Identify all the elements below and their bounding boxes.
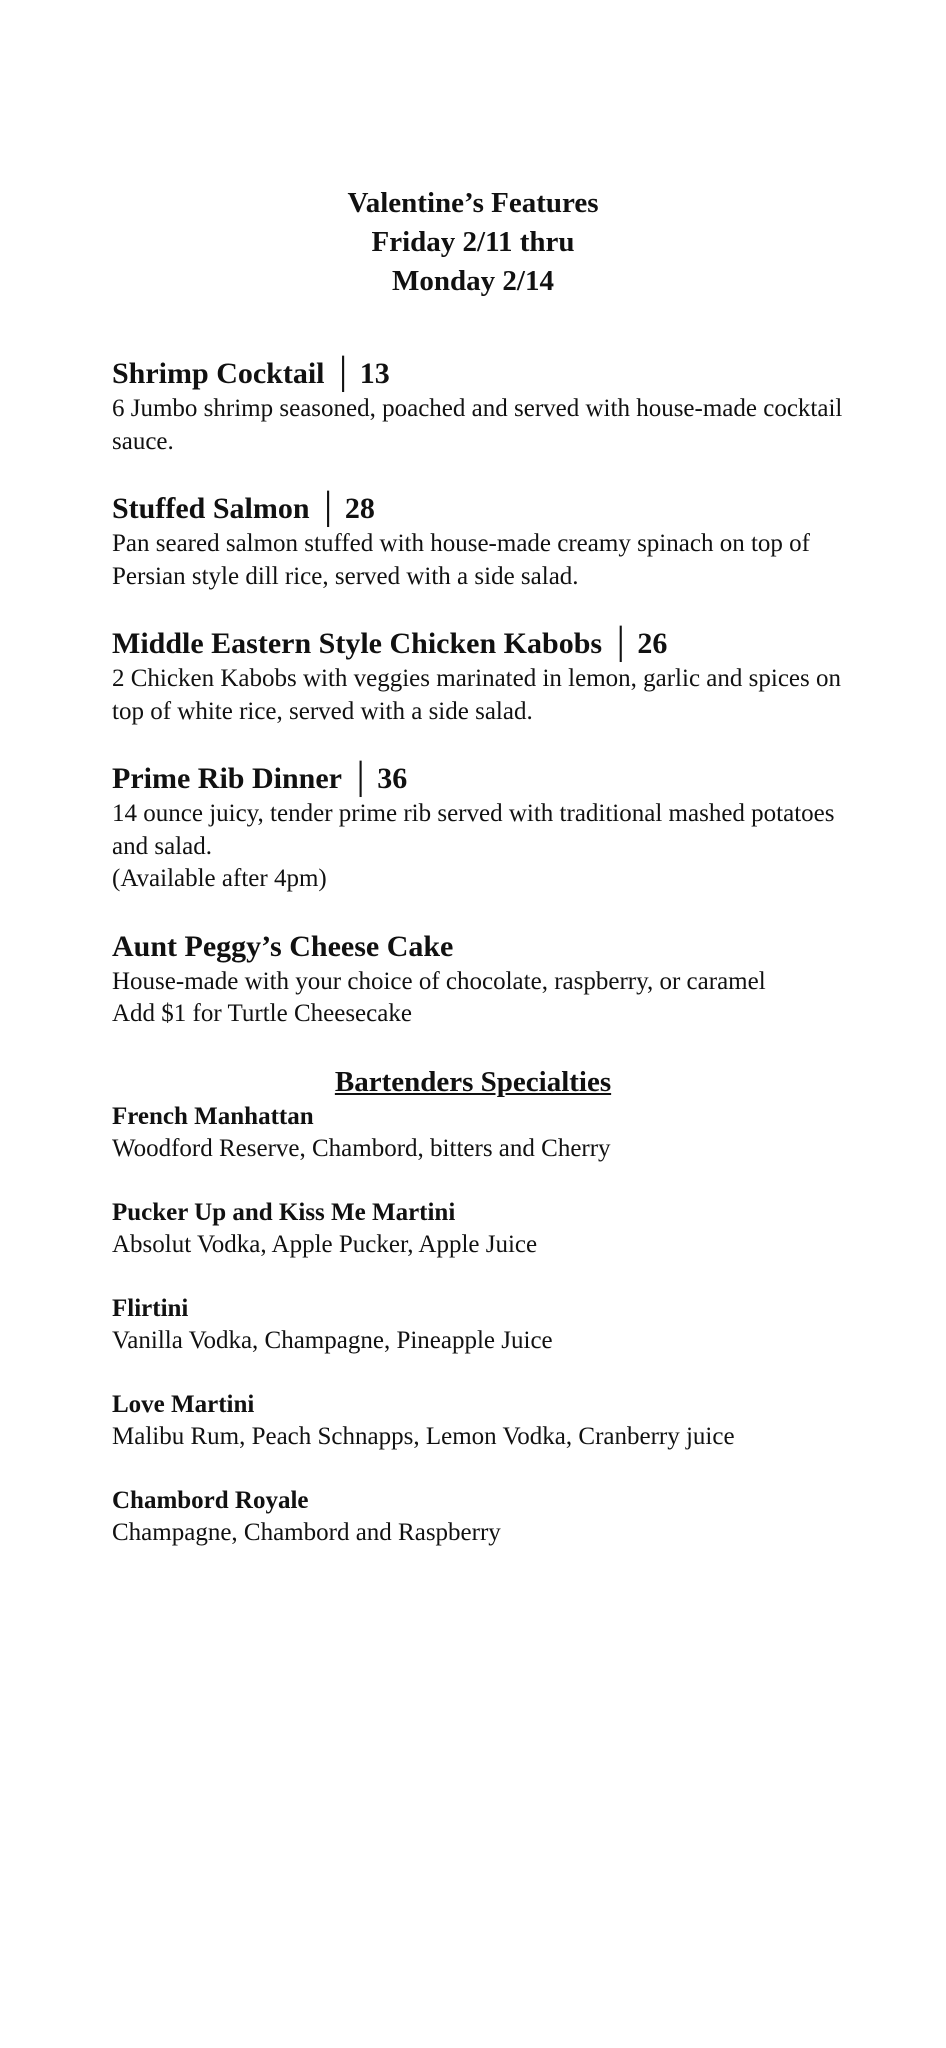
drink-item — [112, 1197, 852, 1261]
menu-item-name: Aunt Peggy’s Cheese Cake — [112, 929, 454, 963]
menu-item-name: Stuffed Salmon — [112, 492, 310, 525]
menu-content — [112, 355, 852, 1581]
menu-item-addon-note: Add $1 for Turtle Cheesecake — [112, 1000, 412, 1027]
drink-ingredients: Woodford Reserve, Chambord, bitters and Cherry — [112, 1134, 611, 1162]
drink-item — [112, 1389, 852, 1453]
drink-ingredients: Malibu Rum, Peach Schnapps, Lemon Vodka, Cranberry juice — [112, 1422, 735, 1450]
menu-item-cheese-cake — [112, 928, 852, 1031]
menu-item-name: Shrimp Cocktail — [112, 357, 325, 390]
menu-item-title — [112, 928, 852, 966]
drink-name: Pucker Up and Kiss Me Martini — [112, 1198, 456, 1226]
drink-name: French Manhattan — [112, 1102, 314, 1130]
menu-item-price: 26 — [637, 627, 668, 660]
menu-item-description-line: 6 Jumbo shrimp seasoned, poached and served with house-made cocktail sauce. — [112, 395, 843, 455]
header-dates-end: Monday 2/14 — [392, 265, 554, 297]
menu-item-description-line: 2 Chicken Kabobs with veggies marinated in lemon, garlic and spices on top of white rice, served with a side salad. — [112, 665, 841, 725]
menu-item-description-line: 14 ounce juicy, tender prime rib served with traditional mashed potatoes and salad. — [112, 800, 835, 860]
menu-item-chicken-kabobs — [112, 625, 852, 728]
menu-item-availability-note: (Available after 4pm) — [112, 865, 327, 892]
menu-item-name: Middle Eastern Style Chicken Kabobs — [112, 627, 603, 660]
menu-item-price: 36 — [377, 762, 408, 795]
menu-header — [0, 184, 946, 301]
menu-item-description — [112, 966, 852, 1031]
drink-name: Love Martini — [112, 1390, 255, 1418]
price-separator: │ — [332, 357, 354, 390]
menu-item-description — [112, 798, 852, 896]
menu-item-title — [112, 625, 852, 663]
menu-item-description — [112, 663, 852, 728]
menu-item-prime-rib — [112, 760, 852, 896]
menu-item-title — [112, 760, 852, 798]
price-separator: │ — [610, 627, 632, 660]
menu-item-description-line: House-made with your choice of chocolate, raspberry, or caramel — [112, 967, 766, 995]
drink-ingredients: Champagne, Chambord and Raspberry — [112, 1518, 501, 1546]
menu-item-description — [112, 393, 852, 458]
menu-item-description-line: Pan seared salmon stuffed with house-made creamy spinach on top of Persian style dill rice, served with a side salad. — [112, 530, 810, 590]
bartenders-specialties-heading: Bartenders Specialties — [334, 1065, 612, 1098]
menu-item-name: Prime Rib Dinner — [112, 762, 342, 795]
drink-ingredients: Absolut Vodka, Apple Pucker, Apple Juice — [112, 1230, 538, 1258]
drink-item — [112, 1485, 852, 1549]
price-separator: │ — [317, 492, 339, 525]
drink-ingredients: Vanilla Vodka, Champagne, Pineapple Juice — [112, 1326, 553, 1354]
price-separator: │ — [349, 762, 372, 795]
menu-item-title — [112, 355, 852, 393]
drink-name: Flirtini — [112, 1294, 189, 1322]
menu-item-price: 28 — [344, 492, 375, 525]
header-title: Valentine’s Features — [347, 187, 599, 219]
header-dates-start: Friday 2/11 thru — [371, 226, 575, 258]
menu-item-stuffed-salmon — [112, 490, 852, 593]
menu-item-price: 13 — [359, 357, 390, 390]
drink-item — [112, 1293, 852, 1357]
drink-item — [112, 1101, 852, 1165]
menu-item-description — [112, 528, 852, 593]
drink-name: Chambord Royale — [112, 1486, 309, 1514]
menu-item-shrimp-cocktail — [112, 355, 852, 458]
menu-item-title — [112, 490, 852, 528]
